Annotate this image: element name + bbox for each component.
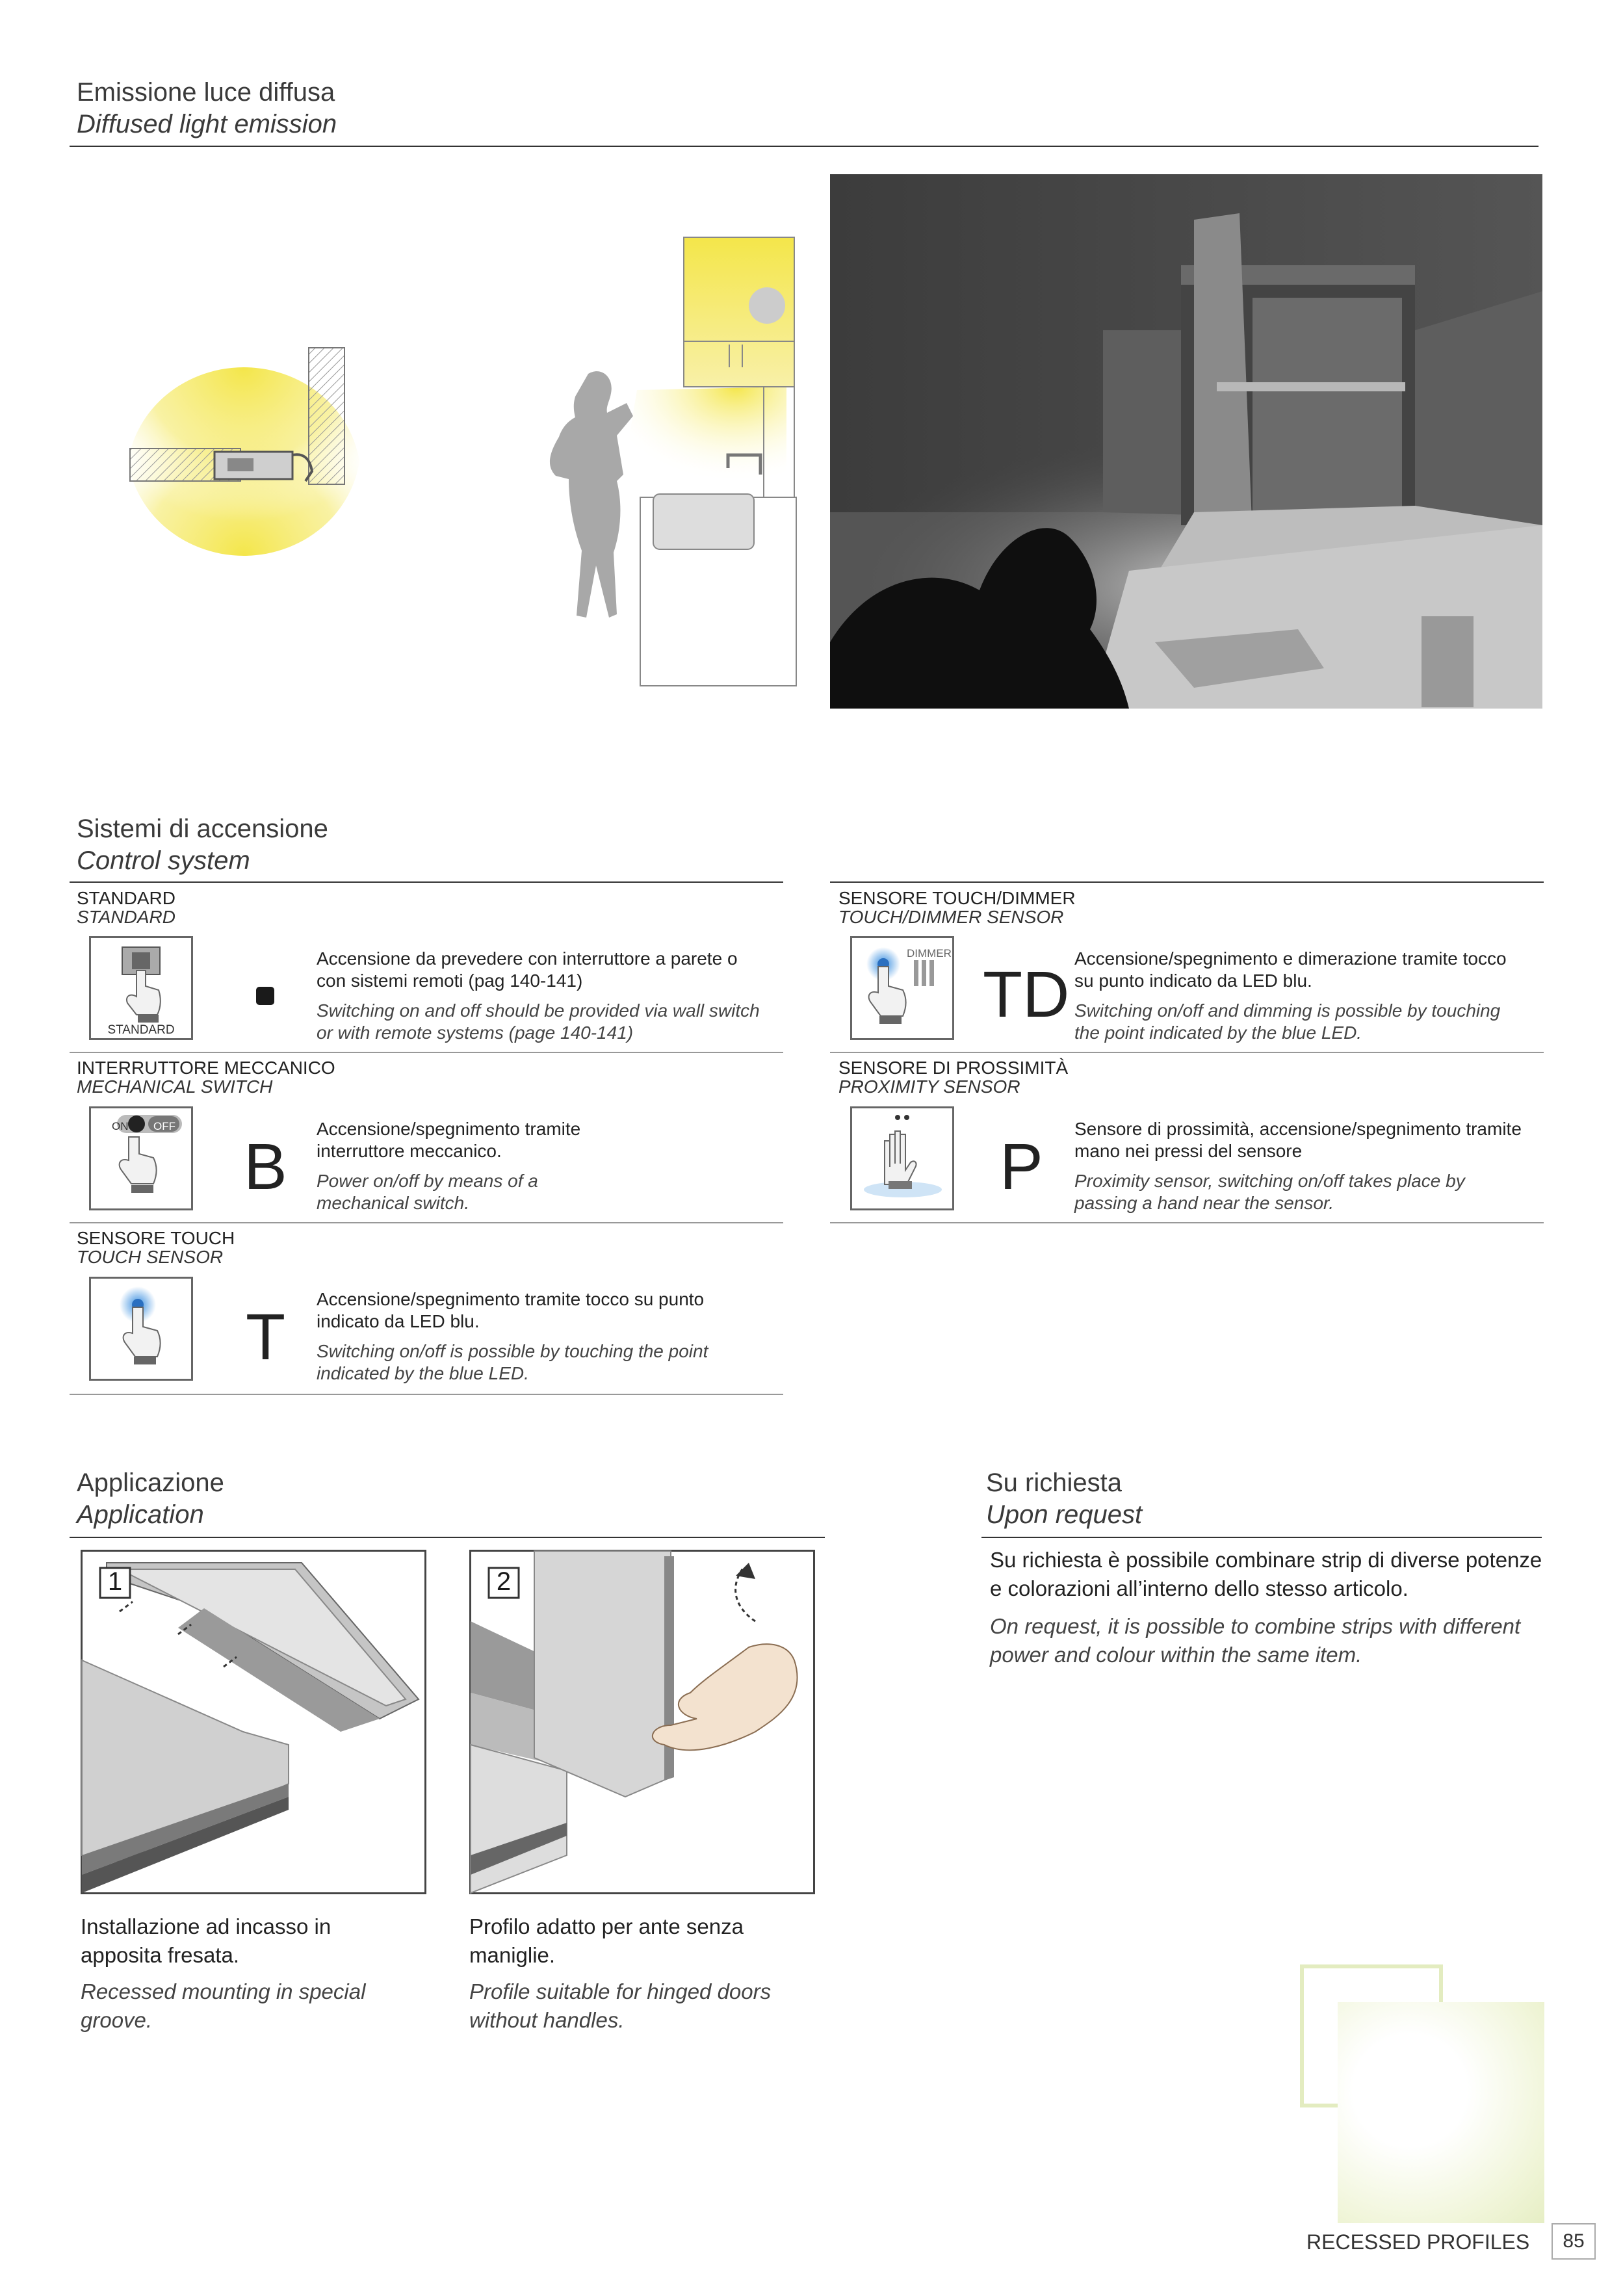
proximity-cat-it: SENSORE DI PROSSIMITÀ (838, 1058, 1069, 1078)
mechanical-cat-en: MECHANICAL SWITCH (77, 1076, 273, 1097)
dimmer-desc-en: Switching on/off and dimming is possible by touching the point indicated by the blue LED. (1074, 1000, 1501, 1043)
touch-desc-en: Switching on/off is possible by touching the point indicated by the blue LED. (317, 1341, 708, 1383)
touch-cat-it: SENSORE TOUCH (77, 1228, 235, 1248)
standard-icon-box (89, 936, 193, 1040)
dimmer-icon-label: DIMMER (907, 947, 952, 959)
row-divider (830, 1222, 1544, 1223)
page-number: 85 (1552, 2223, 1596, 2260)
kitchen-render-photo (830, 174, 1542, 709)
control-rule-right (830, 881, 1544, 883)
standard-cat-it: STANDARD (77, 888, 175, 908)
application-title-it: Applicazione (77, 1468, 224, 1497)
proximity-icon-box (850, 1106, 954, 1210)
request-text-en: On request, it is possible to combine strips with different power and colour within the same item. (990, 1614, 1521, 1667)
touch-code: T (246, 1301, 286, 1374)
request-text-it: Su richiesta è possibile combinare strip di diverse potenze e colorazioni all’interno dello stesso articolo. (990, 1548, 1542, 1600)
step2-text-en: Profile suitable for hinged doors without handles. (469, 1979, 772, 2032)
handleless-door-illustration (469, 1550, 815, 1894)
application-rule (70, 1537, 825, 1538)
section-title-it: Emissione luce diffusa (77, 78, 335, 107)
proximity-code: P (1000, 1130, 1043, 1203)
step2-number: 2 (496, 1567, 512, 1596)
recessed-mounting-illustration (81, 1550, 426, 1894)
dimmer-desc-it: Accensione/spegnimento e dimerazione tramite tocco su punto indicato da LED blu. (1074, 948, 1507, 991)
standard-cat-en: STANDARD (77, 907, 175, 927)
touch-cat-en: TOUCH SENSOR (77, 1247, 224, 1267)
standard-icon-label: STANDARD (107, 1023, 175, 1037)
header-rule (70, 146, 1539, 147)
mechanical-off-label: OFF (153, 1120, 175, 1132)
application-title-en: Application (77, 1500, 204, 1529)
dimmer-icon-box (850, 936, 954, 1040)
profile-section-diagram (117, 325, 364, 598)
control-title-en: Control system (77, 846, 250, 875)
standard-code-square (256, 987, 274, 1005)
decor-square-filled (1338, 2002, 1544, 2223)
standard-desc-en: Switching on and off should be provided via wall switch or with remote systems (page 140-141) (317, 1000, 760, 1043)
dimmer-cat-it: SENSORE TOUCH/DIMMER (838, 888, 1076, 908)
mechanical-cat-it: INTERRUTTORE MECCANICO (77, 1058, 335, 1078)
mechanical-desc-en: Power on/off by means of a mechanical switch. (317, 1171, 538, 1213)
touch-icon-box (89, 1277, 193, 1381)
cabinet-scene-diagram (513, 234, 812, 689)
row-divider (830, 1052, 1544, 1053)
step1-number: 1 (107, 1567, 123, 1596)
step1-text-it: Installazione ad incasso in apposita fresata. (81, 1914, 331, 1967)
row-divider (70, 1222, 783, 1223)
standard-desc-it: Accensione da prevedere con interruttore a parete o con sistemi remoti (pag 140-141) (317, 948, 738, 991)
section-title-en: Diffused light emission (77, 110, 337, 138)
proximity-hand-icon (852, 1108, 952, 1208)
toggle-switch-icon (91, 1108, 191, 1208)
touch-desc-it: Accensione/spegnimento tramite tocco su punto indicato da LED blu. (317, 1289, 705, 1331)
request-rule (981, 1537, 1542, 1538)
row-divider (70, 1052, 783, 1053)
control-title-it: Sistemi di accensione (77, 815, 328, 843)
dimmer-cat-en: TOUCH/DIMMER SENSOR (838, 907, 1064, 927)
footer-section-label: RECESSED PROFILES (1306, 2230, 1530, 2254)
mechanical-icon-box (89, 1106, 193, 1210)
mechanical-desc-it: Accensione/spegnimento tramite interruttore meccanico. (317, 1119, 581, 1161)
request-title-it: Su richiesta (986, 1468, 1122, 1497)
touch-led-icon (91, 1279, 191, 1379)
row-divider (70, 1394, 783, 1395)
request-title-en: Upon request (986, 1500, 1143, 1529)
step1-text-en: Recessed mounting in special groove. (81, 1979, 366, 2032)
mechanical-on-label: ON (112, 1120, 129, 1132)
proximity-desc-it: Sensore di prossimità, accensione/spegnimento tramite mano nei pressi del sensore (1074, 1119, 1522, 1161)
proximity-desc-en: Proximity sensor, switching on/off takes place by passing a hand near the sensor. (1074, 1171, 1465, 1213)
mechanical-code: B (244, 1130, 287, 1203)
proximity-cat-en: PROXIMITY SENSOR (838, 1076, 1020, 1097)
step2-text-it: Profilo adatto per ante senza maniglie. (469, 1914, 744, 1967)
control-rule-left (70, 881, 783, 883)
dimmer-code: TD (983, 958, 1070, 1031)
